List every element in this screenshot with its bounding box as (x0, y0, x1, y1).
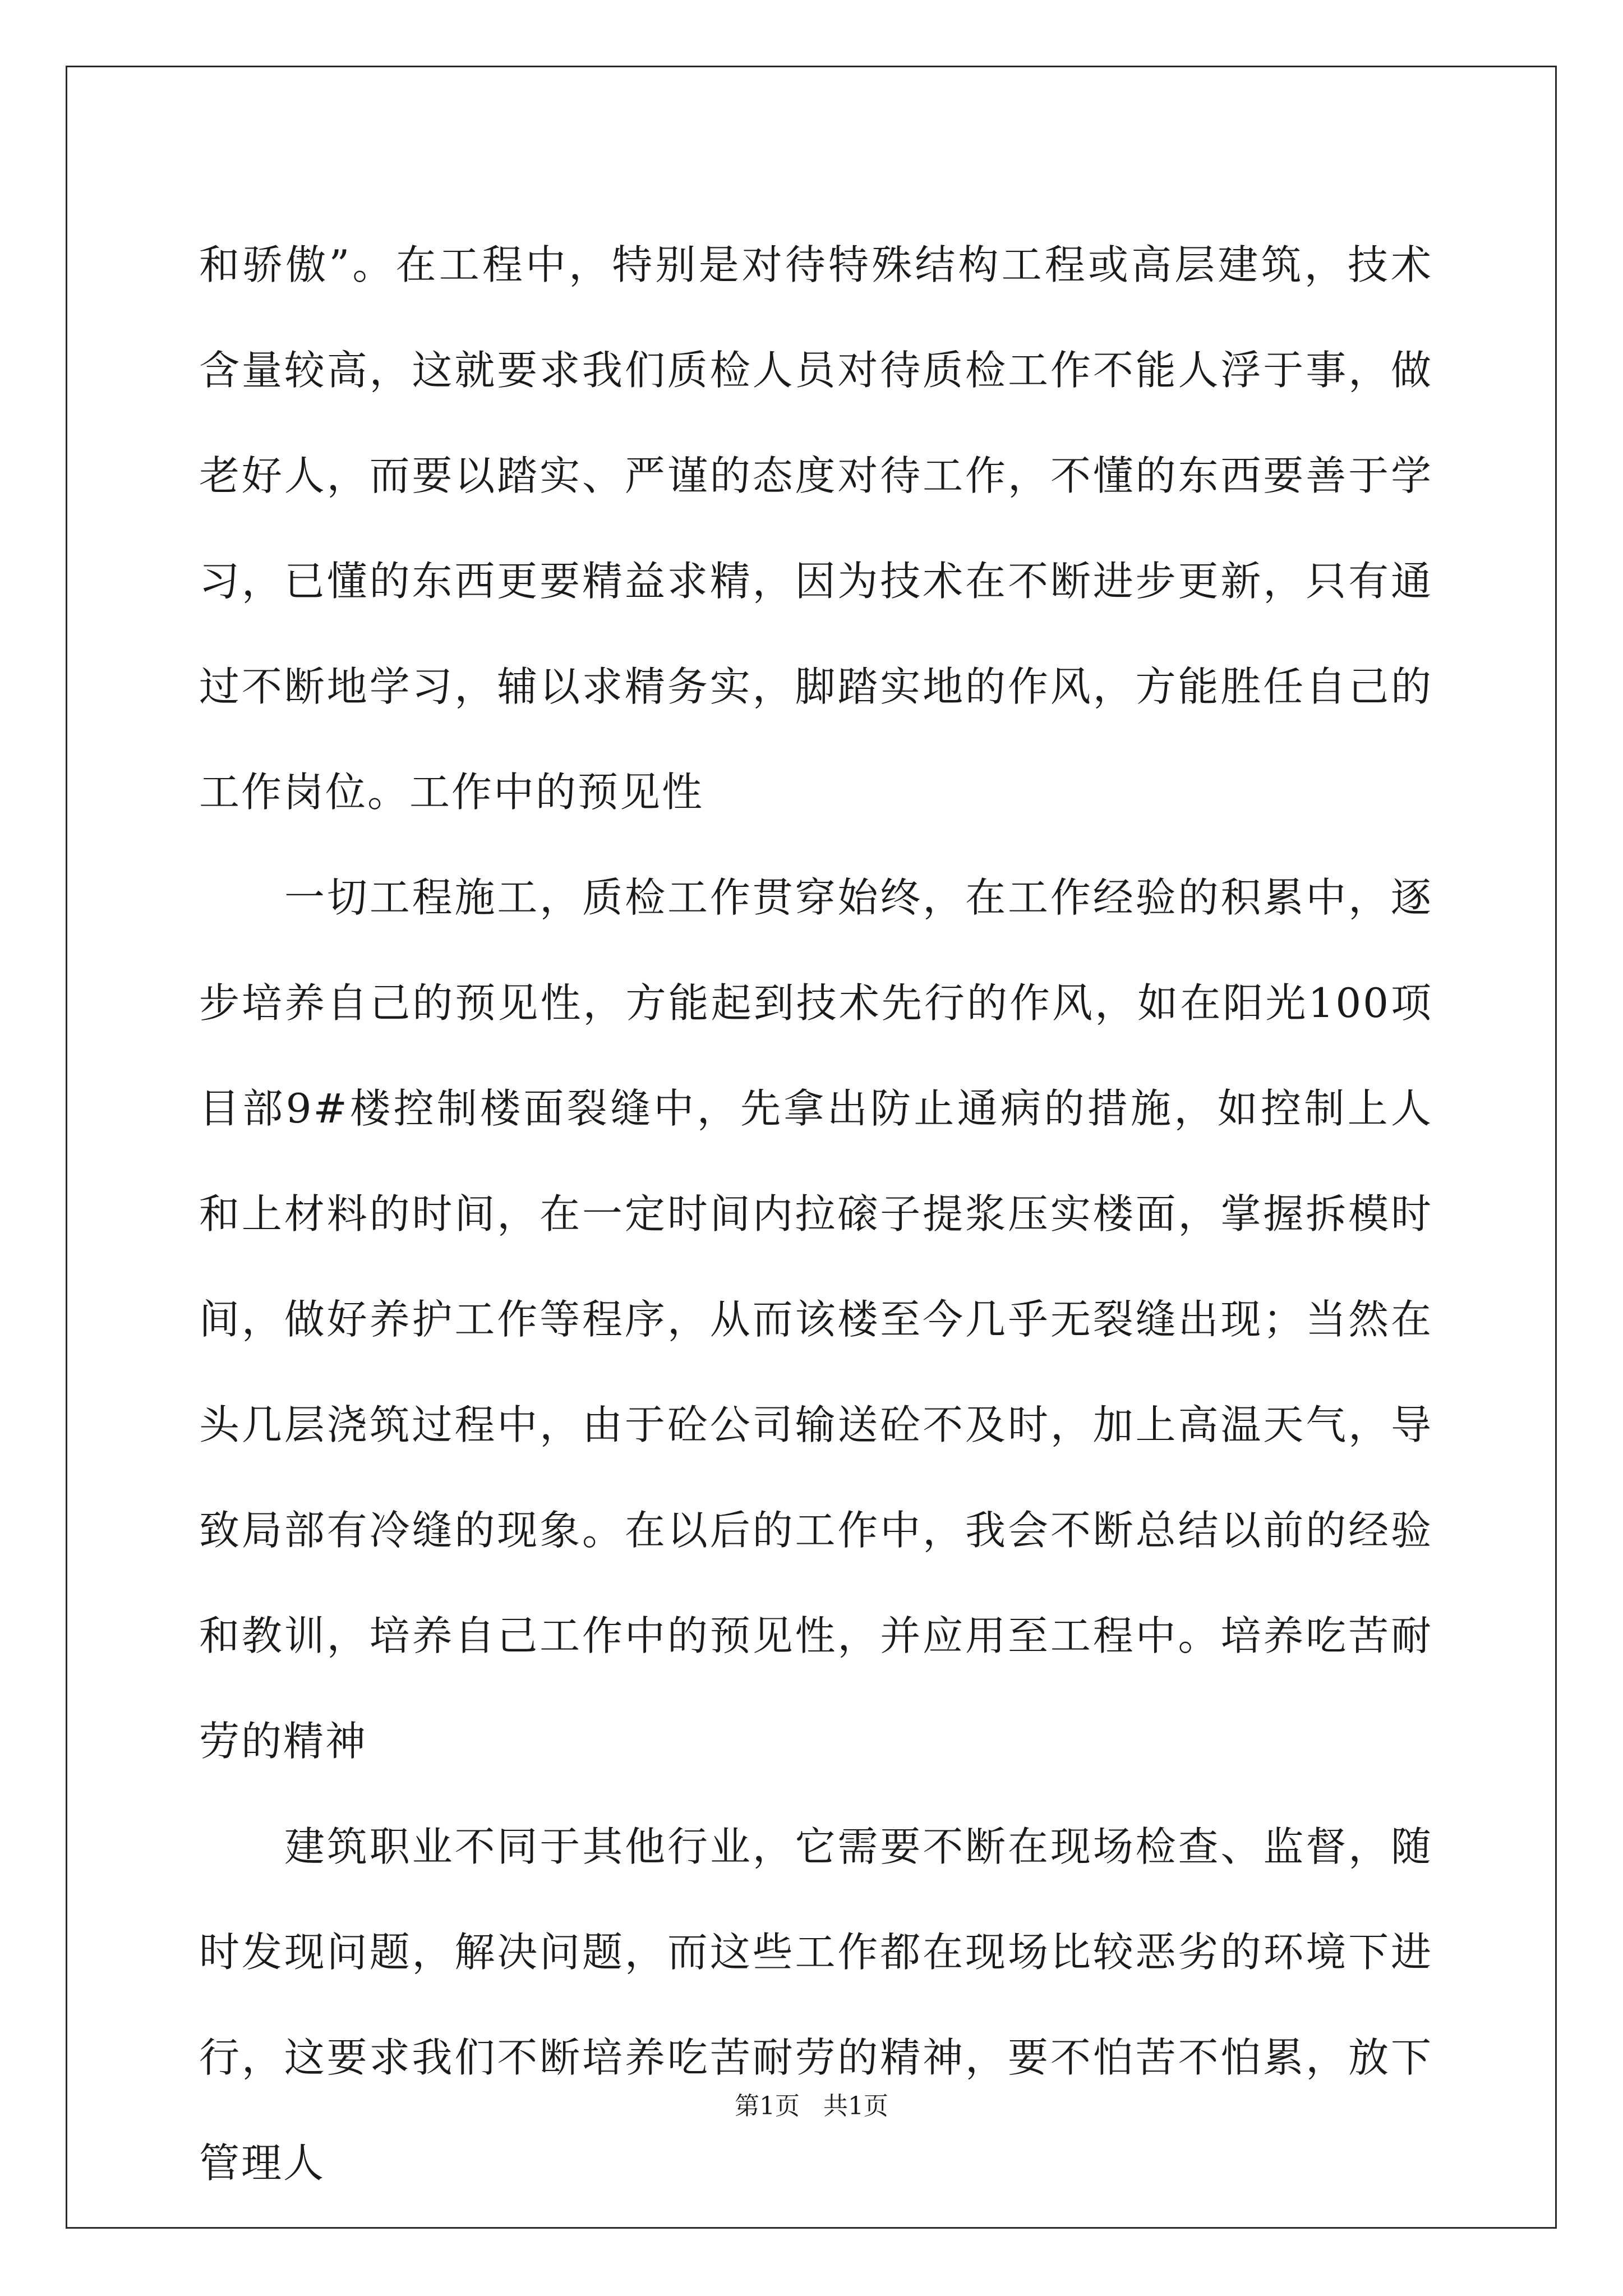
page-total: 共1页 (823, 2092, 888, 2120)
paragraph-1: 和骄傲”。在工程中，特别是对待特殊结构工程或高层建筑，技术含量较高，这就要求我们质检人员对待质检工作不能人浮于事，做老好人，而要以踏实、严谨的态度对待工作，不懂的东西要善于学习，已懂的东西更要精益求精，因为技术在不断进步更新，只有通过不断地学习，辅以求精务实，脚踏实地的作风，方能胜任自己的工作岗位。工作中的预见性 (199, 241, 1433, 816)
page-footer (0, 2086, 1623, 2122)
paragraph-3: 建筑职业不同于其他行业，它需要不断在现场检查、监督，随时发现问题，解决问题，而这些工作都在现场比较恶劣的环境下进行，这要求我们不断培养吃苦耐劳的精神，要不怕苦不怕累，放下管理人 (199, 1823, 1433, 2187)
document-body (199, 212, 1433, 2216)
footer-spacer (800, 2092, 823, 2120)
page-number: 第1页 (735, 2092, 800, 2120)
paragraph-2: 一切工程施工，质检工作贯穿始终，在工作经验的积累中，逐步培养自己的预见性，方能起到技术先行的作风，如在阳光100项目部9#楼控制楼面裂缝中，先拿出防止通病的措施，如控制上人和上材料的时间，在一定时间内拉磙子提浆压实楼面，掌握拆模时间，做好养护工作等程序，从而该楼至今几乎无裂缝出现；当然在头几层浇筑过程中，由于砼公司输送砼不及时，加上高温天气，导致局部有冷缝的现象。在以后的工作中，我会不断总结以前的经验和教训，培养自己工作中的预见性，并应用至工程中。培养吃苦耐劳的精神 (199, 874, 1433, 1765)
